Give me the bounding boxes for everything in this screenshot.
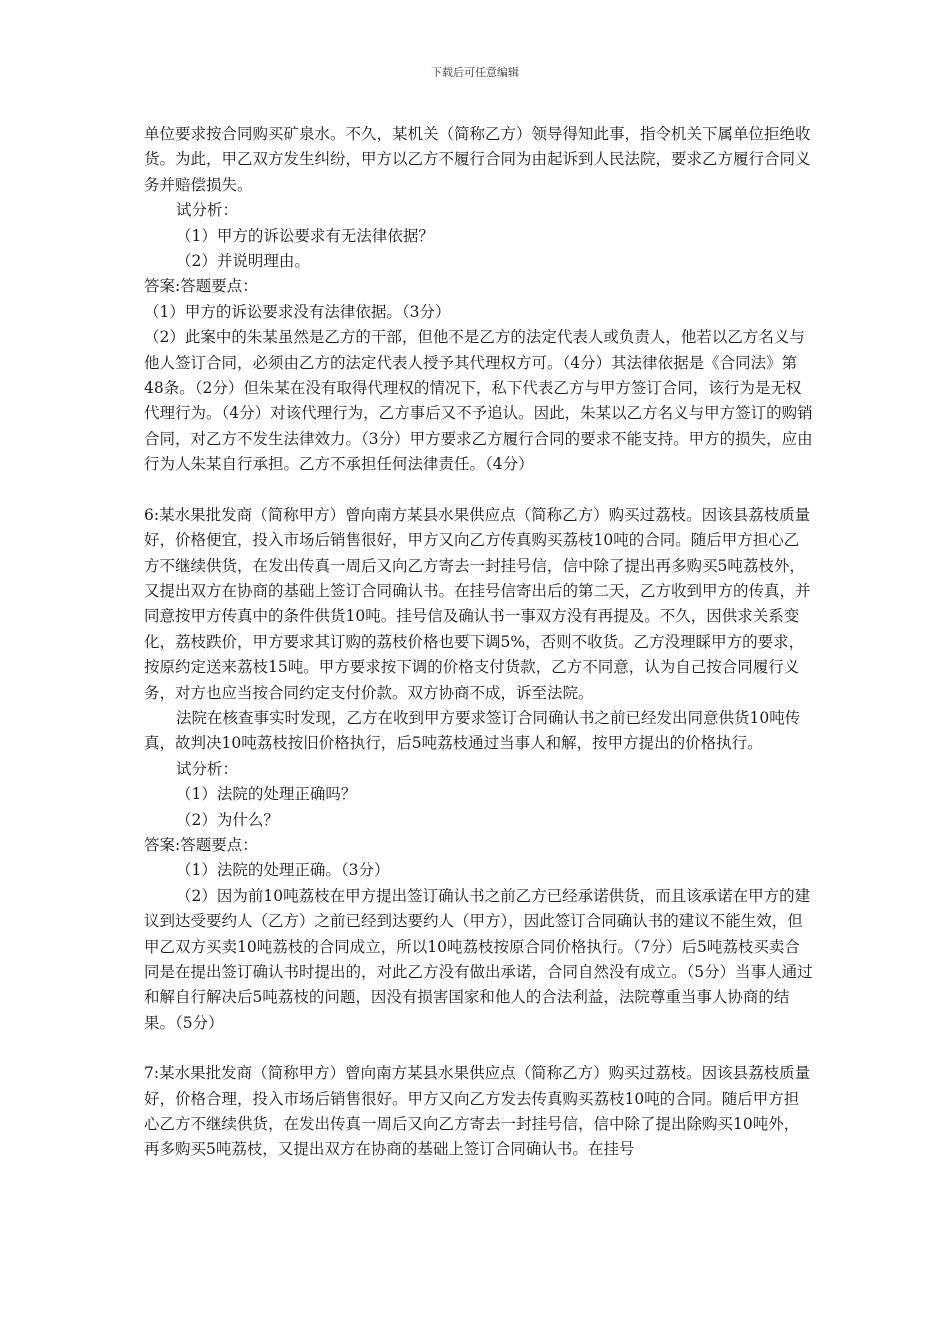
answer-point: （2）此案中的朱某虽然是乙方的干部，但他不是乙方的法定代表人或负责人，他若以乙方名义与他人签订合同，必须由乙方的法定代表人授予其代理权方可。（4分）其法律依据是《合同法》第48条。（2分）但朱某在没有取得代理权的情况下，私下代表乙方与甲方签订合同，该行为是无权代理行为。（4分）对该代理行为，乙方事后又不予追认。因此，朱某以乙方名义与甲方签订的购销合同，对乙方不发生法律效力。（3分）甲方要求乙方履行合同的要求不能支持。甲方的损失，应由行为人朱某自行承担。乙方不承担任何法律责任。（4分） [144,328,813,474]
answer-heading: 答案:答题要点： [144,277,258,296]
answer-point: （2）因为前10吨荔枝在甲方提出签订确认书之前乙方已经承诺供货，而且该承诺在甲方的建议到达受要约人（乙方）之前已经到达要约人（甲方），因此签订合同确认书的建议不能生效，但甲乙双方买卖10吨荔枝的合同成立，所以10吨荔枝按原合同价格执行。（7分）后5吨荔枝买卖合同是在提出签订确认书时提出的，对此乙方没有做出承诺，合同自然没有成立。（5分）当事人通过和解自行解决后5吨荔枝的问题，因没有损害国家和他人的合法利益，法院尊重当事人协商的结果。（5分） [144,886,813,1032]
question-item: （1）甲方的诉讼要求有无法律依据？ [176,226,434,245]
question-item: （1）法院的处理正确吗？ [176,785,357,804]
answer-heading: 答案:答题要点： [144,835,258,854]
page-header: 下载后可任意编辑 [431,66,519,79]
question-prompt: 试分析： [176,201,239,220]
section-gap [144,1036,814,1061]
document-body [144,122,814,1163]
question-item: （2）并说明理由。 [176,252,310,271]
paragraph-intro: 单位要求按合同购买矿泉水。不久，某机关（简称乙方）领导得知此事，指令机关下属单位拒绝收货。为此，甲乙双方发生纠纷，甲方以乙方不履行合同为由起诉到人民法院，要求乙方履行合同义务并赔偿损失。 [144,125,811,194]
answer-point: （1）甲方的诉讼要求没有法律依据。（3分） [144,302,451,321]
case-7-text: 7:某水果批发商（简称甲方）曾向南方某县水果供应点（简称乙方）购买过荔枝。因该县荔枝质量好，价格合理，投入市场后销售很好。甲方又向乙方发去传真购买荔枝10吨的合同。随后甲方担心乙方不继续供货，在发出传真一周后又向乙方寄去一封挂号信，信中除了提出除购买10吨外，再多购买5吨荔枝，又提出双方在协商的基础上签订合同确认书。在挂号 [144,1064,811,1159]
answer-point: （1）法院的处理正确。（3分） [176,861,390,880]
question-item: （2）为什么？ [176,810,279,829]
case-6-text: 6:某水果批发商（简称甲方）曾向南方某县水果供应点（简称乙方）购买过荔枝。因该县荔枝质量好，价格便宜，投入市场后销售很好，甲方又向乙方传真购买荔枝10吨的合同。随后甲方担心乙方不继续供货，在发出传真一周后又向乙方寄去一封挂号信，信中除了提出再多购买5吨荔枝外，又提出双方在协商的基础上签订合同确认书。在挂号信寄出后的第二天，乙方收到甲方的传真，并同意按甲方传真中的条件供货10吨。挂号信及确认书一事双方没有再提及。不久，因供求关系变化，荔枝跌价，甲方要求其订购的荔枝价格也要下调5%，否则不收货。乙方没理睬甲方的要求，按原约定送来荔枝15吨。甲方要求按下调的价格支付货款，乙方不同意，认为自己按合同履行义务，对方也应当按合同约定支付价款。双方协商不成，诉至法院。 [144,505,811,702]
question-prompt: 试分析： [176,759,239,778]
case-6-court-finding: 法院在核查事实时发现，乙方在收到甲方要求签订合同确认书之前已经发出同意供货10吨传真，故判决10吨荔枝按旧价格执行，后5吨荔枝通过当事人和解，按甲方提出的价格执行。 [144,708,801,753]
section-gap [144,478,814,503]
